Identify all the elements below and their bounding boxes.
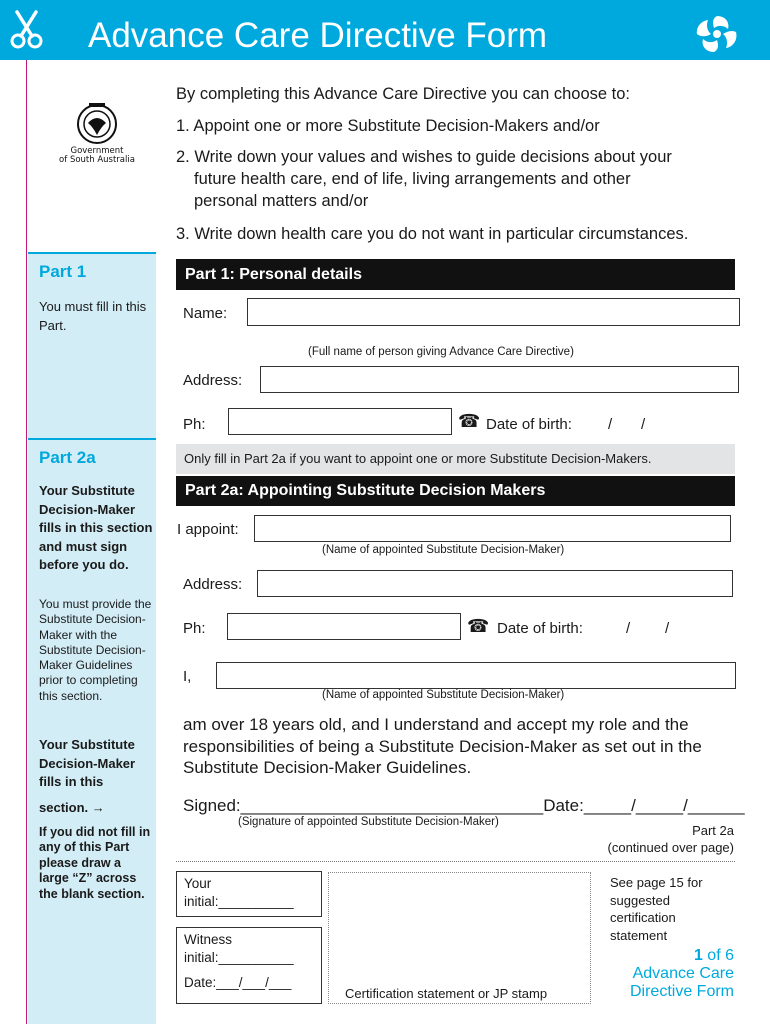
part1-phone-label: Ph:	[183, 416, 206, 433]
form-name-line-1: Advance Care	[632, 965, 734, 982]
sidebar-part2a-title: Part 2a	[39, 448, 96, 467]
witness-label: Witness	[184, 932, 233, 947]
intro-item-2-line-2: future health care, end of life, living arrangements and other	[194, 170, 631, 188]
brand-swirl-icon	[692, 12, 742, 56]
form-name-line-2: Directive Form	[629, 983, 734, 1000]
part2a-address-label: Address:	[183, 576, 243, 593]
fold-line	[26, 60, 27, 1024]
arrow-right-icon: →	[91, 799, 105, 815]
part1-address-label: Address:	[183, 372, 243, 389]
part1-name-label: Name:	[183, 305, 228, 322]
logo-line-1: Government	[70, 146, 124, 156]
intro-item-2-line-3: personal matters and/or	[194, 192, 369, 210]
part1-dob-slash-2: /	[641, 416, 646, 433]
certification-label: Certification statement or JP stamp	[345, 986, 548, 1001]
part1-name-caption: (Full name of person giving Advance Care Directive)	[308, 346, 574, 358]
part2a-continued	[595, 822, 734, 856]
sidebar-rule-part2a	[28, 438, 156, 440]
part1-dob-label: Date of birth:	[486, 416, 572, 433]
part1-address-field[interactable]	[260, 366, 739, 393]
intro-item-3: 3. Write down health care you do not want in particular circumstances.	[176, 225, 689, 243]
sidebar-part2a-fills-text: Your Substitute Decision-Maker fills in this	[39, 737, 136, 789]
part2a-phone-field[interactable]	[227, 613, 461, 640]
logo-line-2: of South Australia	[59, 155, 135, 165]
form-title: Advance Care Directive Form	[88, 16, 548, 55]
part2a-dob-slash-2: /	[665, 620, 670, 637]
page-number	[600, 947, 734, 965]
part2a-appoint-field[interactable]	[254, 515, 731, 542]
your-initial-label: Your	[184, 876, 212, 891]
scissors-icon	[8, 8, 48, 52]
sidebar-part1-text: You must fill in this Part.	[39, 299, 147, 333]
witness-box[interactable]	[176, 927, 322, 1004]
intro-item-2-line-1: 2. Write down your values and wishes to guide decisions about your	[176, 148, 672, 166]
sidebar-part1-title: Part 1	[39, 262, 87, 281]
part2a-dob-slash-1: /	[626, 620, 631, 637]
intro-lead: By completing this Advance Care Directive you can choose to:	[176, 85, 630, 103]
part2a-appoint-label: I appoint:	[177, 521, 239, 538]
part1-dob-slash-1: /	[608, 416, 613, 433]
part2a-dob-label: Date of birth:	[497, 620, 583, 637]
part2a-continued-line-2: (continued over page)	[607, 840, 734, 855]
part2a-continued-line-1: Part 2a	[692, 823, 734, 838]
part2a-i-field[interactable]	[216, 662, 736, 689]
part2a-statement: am over 18 years old, and I understand and accept my role and the responsibilities of being a Substitute Decision-Maker as set out in the Substitute Decision-Maker Guidelines.	[183, 715, 702, 777]
footer-divider	[176, 861, 735, 862]
intro-item-1: 1. Appoint one or more Substitute Decision-Makers and/or	[176, 117, 600, 135]
part1-header: Part 1: Personal details	[176, 259, 735, 290]
your-initial-box[interactable]	[176, 871, 322, 917]
government-logo	[52, 101, 142, 171]
part2a-appoint-caption: (Name of appointed Substitute Decision-Maker)	[322, 544, 565, 556]
witness-date-line: Date:___/___/___	[184, 975, 292, 990]
part1-phone-field[interactable]	[228, 408, 452, 435]
your-initial-line: initial:__________	[184, 893, 294, 909]
part1-name-field[interactable]	[247, 298, 740, 326]
part2a-i-caption: (Name of appointed Substitute Decision-Maker)	[322, 689, 565, 701]
witness-initial-line: initial:__________	[184, 949, 294, 965]
part2a-address-field[interactable]	[257, 570, 733, 597]
sidebar-part2a-fills-end: section.	[39, 799, 89, 815]
phone-icon-2: ☎	[467, 616, 490, 636]
part2a-signature-caption: (Signature of appointed Substitute Decision-Maker)	[238, 816, 499, 828]
part2a-note: Only fill in Part 2a if you want to appoint one or more Substitute Decision-Makers.	[176, 444, 735, 474]
sidebar-part2a-guidelines: You must provide the Substitute Decision-Maker with the Substitute Decision-Maker Guidelines prior to completing this section.	[39, 597, 152, 703]
part2a-phone-label: Ph:	[183, 620, 206, 637]
phone-icon: ☎	[458, 411, 481, 431]
page-number-current: 1	[693, 947, 703, 964]
page-number-total: of 6	[702, 947, 734, 964]
sidebar-part2a-z-instruction: If you did not fill in any of this Part please draw a large “Z” across the blank section.	[39, 825, 151, 901]
part2a-i-label: I,	[183, 668, 192, 685]
see-page-note: See page 15 for suggested certification statement	[610, 875, 703, 943]
page-number-block	[600, 947, 734, 1001]
sidebar-rule-part1	[28, 252, 156, 254]
certification-box[interactable]	[328, 872, 591, 1004]
sidebar-part2a-fills	[39, 736, 157, 817]
part2a-signed-line[interactable]: Signed:________________________________Date:_____/_____/______	[183, 796, 745, 815]
part2a-header: Part 2a: Appointing Substitute Decision Makers	[176, 476, 735, 506]
sidebar-part2a-instruction: Your Substitute Decision-Maker fills in this section and must sign before you do.	[39, 483, 153, 572]
